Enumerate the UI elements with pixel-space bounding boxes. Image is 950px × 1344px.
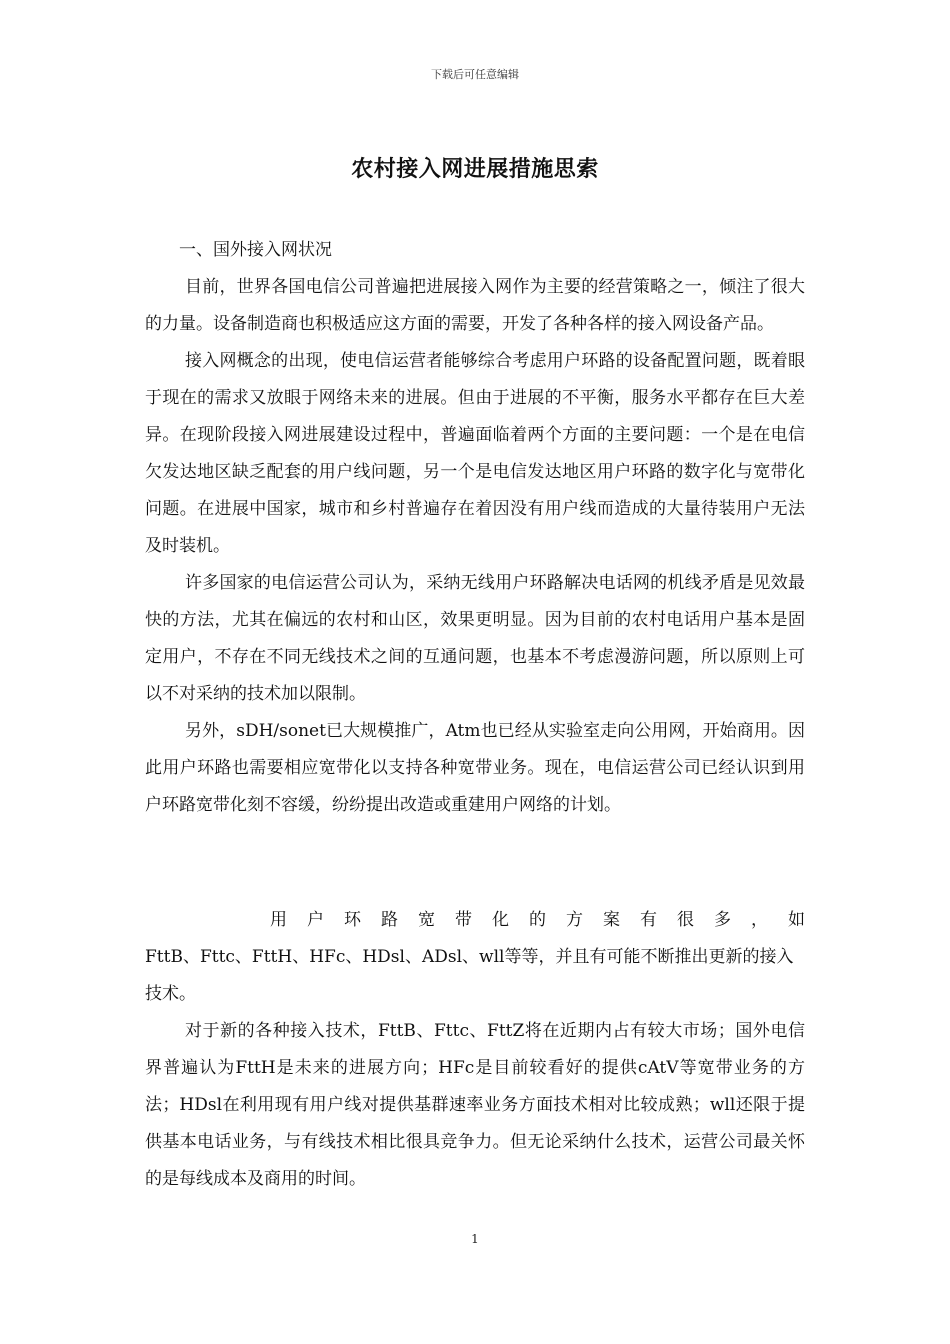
paragraph-current-status: 目前，世界各国电信公司普遍把进展接入网作为主要的经营策略之一，倾注了很大的力量。设备制造商也积极适应这方面的需要，开发了各种各样的接入网设备产品。 bbox=[145, 277, 805, 334]
section-heading: 一、国外接入网状况 bbox=[179, 240, 332, 260]
paragraph-broadband-schemes-rest: FttB、Fttc、FttH、HFc、HDsl、ADsl、wll等等，并且有可能不断推出更新的接入技术。 bbox=[145, 947, 794, 1004]
page-number: 1 bbox=[471, 1232, 479, 1246]
paragraph-new-access-technologies: 对于新的各种接入技术，FttB、Fttc、FttZ将在近期内占有较大市场；国外电信界普遍认为FttH是未来的进展方向；HFc是目前较看好的提供cAtV等宽带业务的方法；HDsl在利用现有用户线对提供基群速率业务方面技术相对比较成熟；wll还限于提供基本电话业务，与有线技术相比很具竞争力。但无论采纳什么技术，运营公司最关怀的是每线成本及商用的时间。 bbox=[145, 1021, 805, 1189]
final-paragraph-block bbox=[145, 1013, 805, 1198]
paragraph-access-network-concept: 接入网概念的出现，使电信运营者能够综合考虑用户环路的设备配置问题，既着眼于现在的需求又放眼于网络未来的进展。但由于进展的不平衡，服务水平都存在巨大差异。在现阶段接入网进展建设过程中，普遍面临着两个方面的主要问题：一个是在电信欠发达地区缺乏配套的用户线问题，另一个是电信发达地区用户环路的数字化与宽带化问题。在进展中国家，城市和乡村普遍存在着因没有用户线而造成的大量待装用户无法及时装机。 bbox=[145, 351, 805, 556]
paragraph-broadband-schemes-first-line: 用户环路宽带化的方案有很多，如 bbox=[270, 910, 805, 930]
document-title: 农村接入网进展措施思索 bbox=[351, 156, 599, 182]
body-paragraphs-block bbox=[145, 269, 805, 824]
page-header-note: 下载后可任意编辑 bbox=[431, 68, 519, 81]
paragraph-wireless-loop: 许多国家的电信运营公司认为，采纳无线用户环路解决电话网的机线矛盾是见效最快的方法，尤其在偏远的农村和山区，效果更明显。因为目前的农村电话用户基本是固定用户，不存在不同无线技术之间的互通问题，也基本不考虑漫游问题，所以原则上可以不对采纳的技术加以限制。 bbox=[145, 573, 805, 704]
paragraph-broadband-loop: 另外，sDH/sonet已大规模推广，Atm也已经从实验室走向公用网，开始商用。因此用户环路也需要相应宽带化以支持各种宽带业务。现在，电信运营公司已经认识到用户环路宽带化刻不容缓，纷纷提出改造或重建用户网络的计划。 bbox=[145, 721, 805, 815]
paragraph-broadband-schemes bbox=[145, 902, 805, 1013]
